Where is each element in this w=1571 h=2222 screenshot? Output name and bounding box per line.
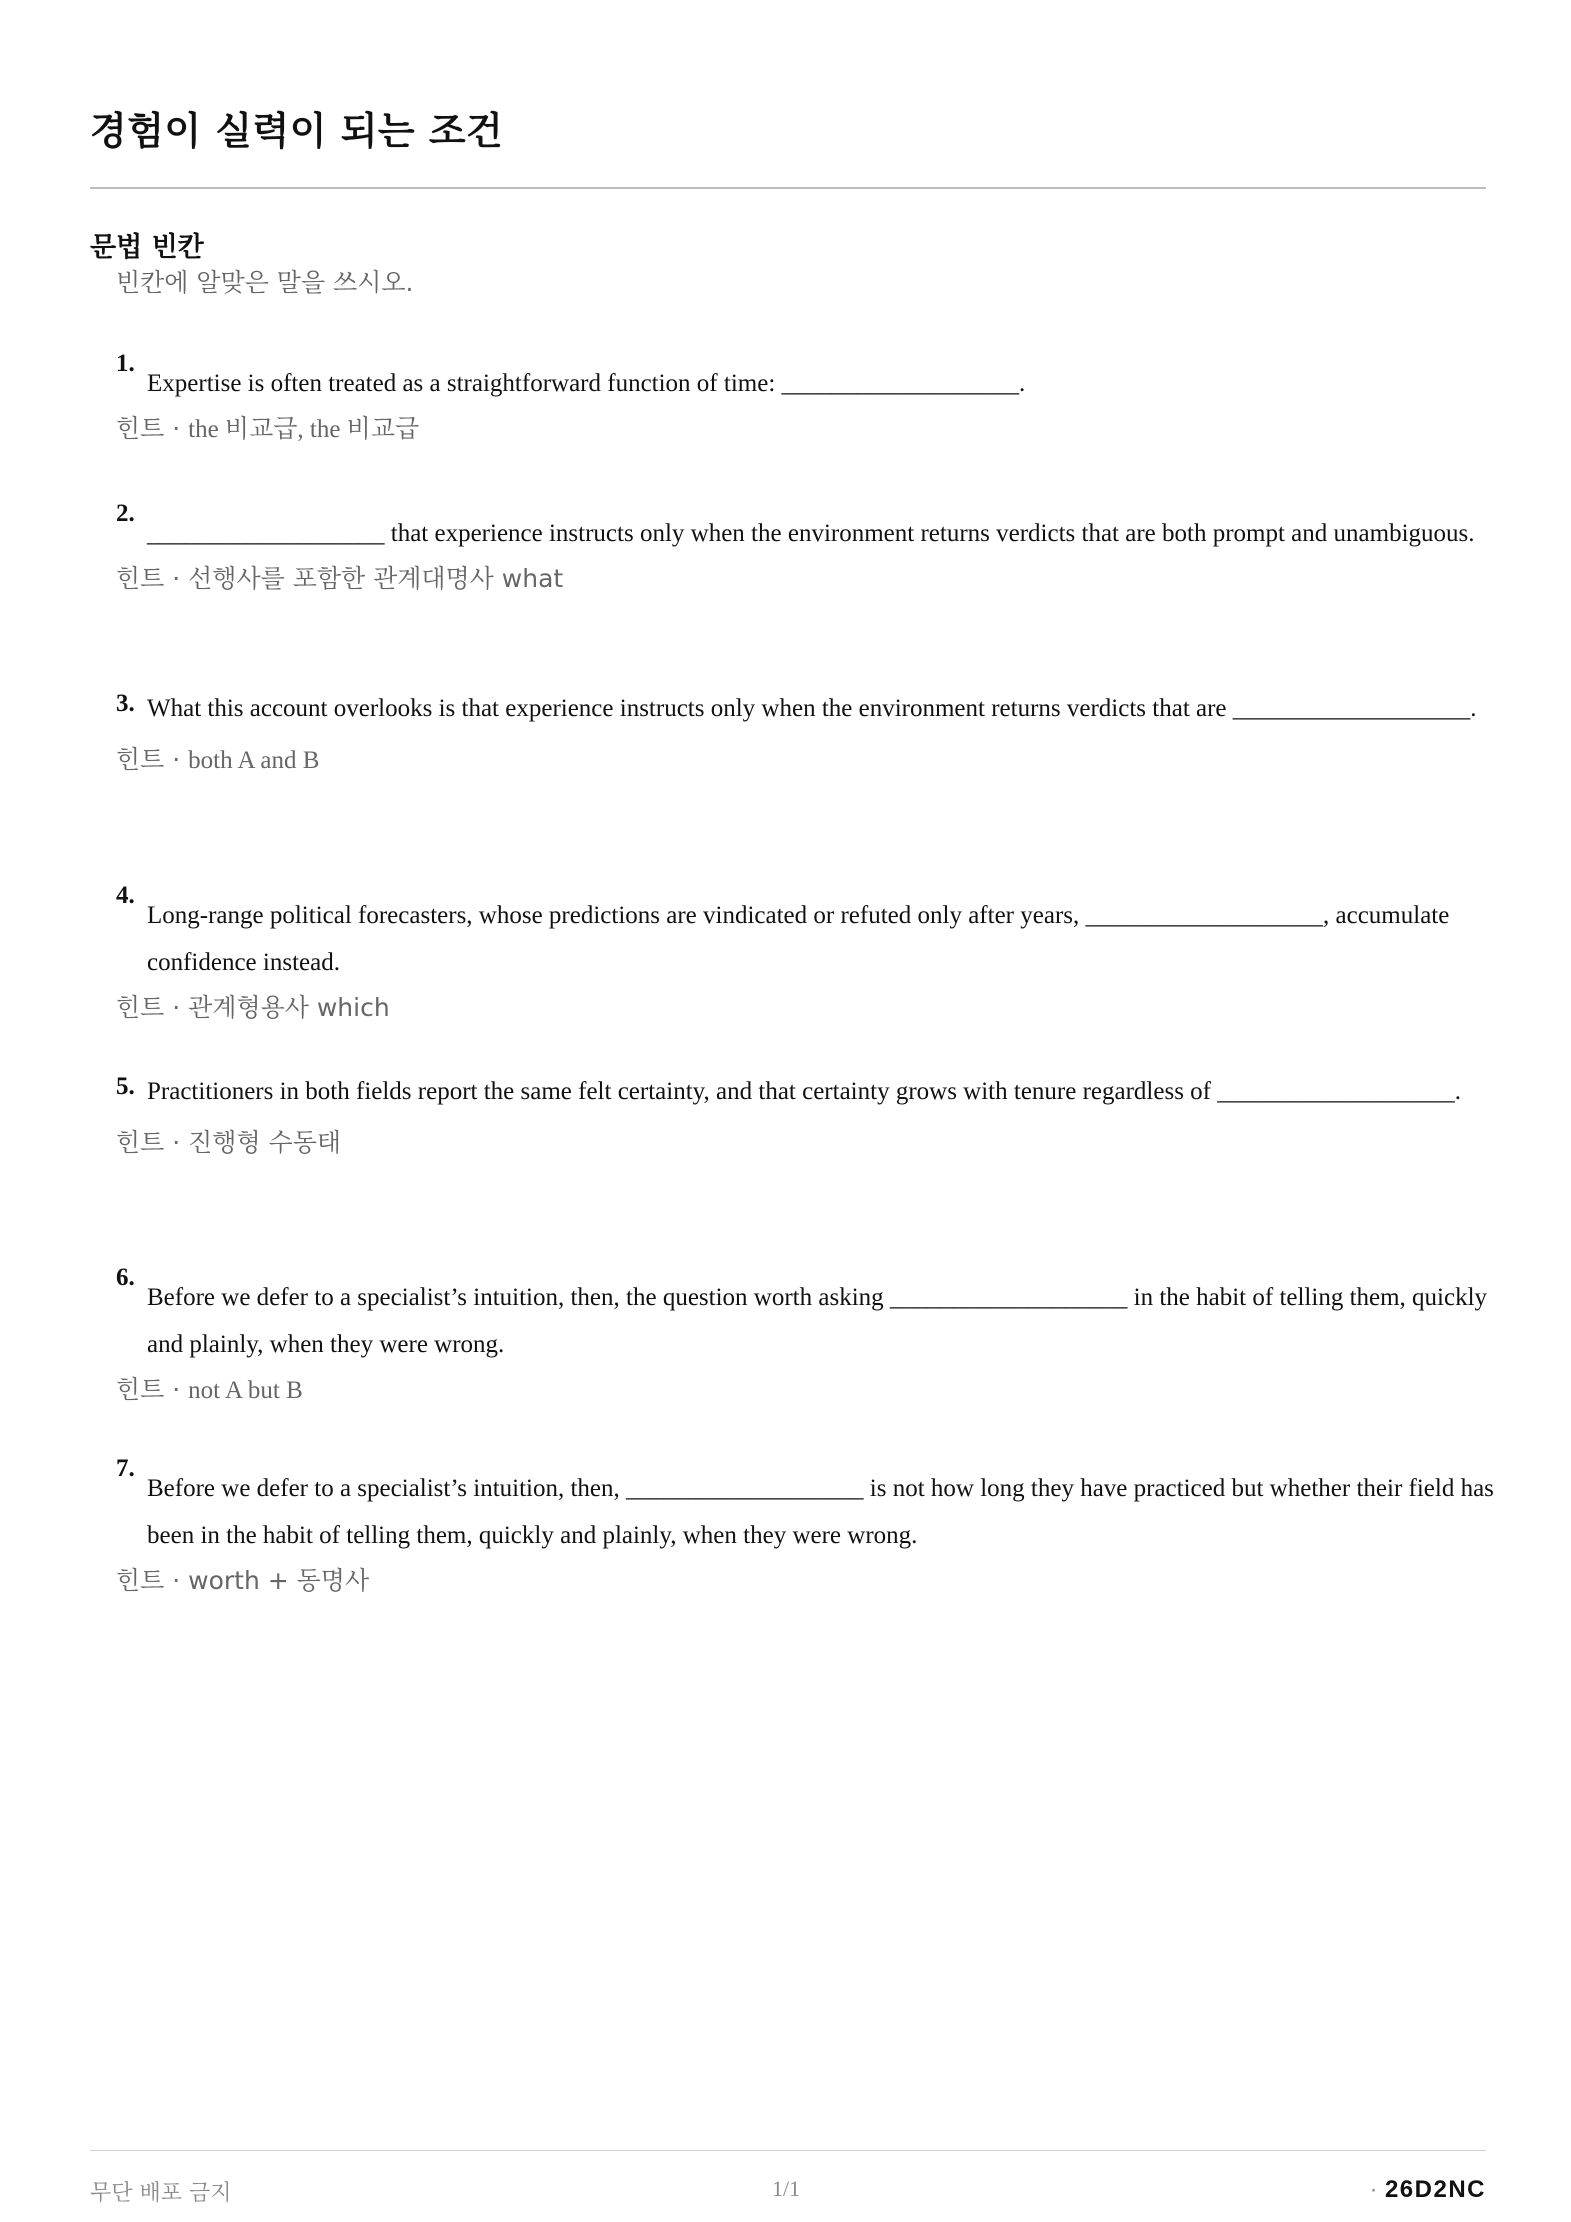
- page-title: 경험이 실력이 되는 조건: [90, 109, 504, 153]
- code-value: 26D2NC: [1384, 2176, 1486, 2203]
- hint-label: 힌트 ·: [116, 1128, 189, 1157]
- question-number: 5.: [116, 1073, 135, 1100]
- hint: [116, 740, 1496, 776]
- hint-text: 관계형용사 which: [188, 993, 390, 1022]
- hint-label: 힌트 ·: [116, 564, 189, 593]
- hint-label: 힌트 ·: [116, 1566, 189, 1595]
- text-before: Long-range political forecasters, whose predictions are vindicated or refuted only after years,: [147, 902, 1086, 929]
- text-after: in the habit of telling them, quickly and plainly, when they were wrong.: [147, 1284, 1488, 1358]
- answer-blank[interactable]: ___________________: [889, 1284, 1128, 1311]
- question-number: 2.: [116, 500, 135, 527]
- answer-blank[interactable]: ___________________: [1085, 902, 1324, 929]
- hint: [116, 559, 1496, 595]
- question-number: 4.: [116, 882, 135, 909]
- hint: [116, 409, 1496, 445]
- title-divider: [90, 187, 1486, 189]
- text-after: , accumulate confidence instead.: [147, 902, 1450, 976]
- hint: [116, 988, 1496, 1024]
- code-prefix: ·: [1369, 2176, 1379, 2203]
- question-5: [116, 1063, 1496, 1159]
- footer-notice: 무단 배포 금지: [90, 2181, 232, 2206]
- text-before: Before we defer to a specialist’s intuition, then,: [147, 1475, 627, 1502]
- hint-text: 진행형 수동태: [188, 1128, 341, 1157]
- question-text: [147, 498, 1496, 557]
- text-after: that experience instructs only when the environment returns verdicts that are both prompt and unambiguous.: [384, 520, 1475, 547]
- hint-text: 선행사를 포함한 관계대명사 what: [188, 564, 564, 593]
- text-after: .: [1470, 695, 1477, 722]
- question-text: [147, 1262, 1496, 1368]
- text-before: What this account overlooks is that experience instructs only when the environment returns verdicts that are: [147, 695, 1233, 722]
- text-before: Expertise is often treated as a straightforward function of time:: [147, 370, 782, 397]
- question-number: 7.: [116, 1455, 135, 1482]
- question-2: [116, 498, 1496, 595]
- hint-text: worth + 동명사: [188, 1566, 370, 1595]
- text-before: Practitioners in both fields report the same felt certainty, and that certainty grows with tenure regardless of: [147, 1078, 1218, 1105]
- footer-divider: [90, 2150, 1486, 2151]
- question-4: [116, 880, 1496, 1024]
- text-before: Before we defer to a specialist’s intuition, then, the question worth asking: [147, 1284, 890, 1311]
- page-number: 1/1: [772, 2176, 801, 2201]
- hint-label: 힌트 ·: [116, 414, 189, 443]
- section-title: 문법 빈칸: [90, 232, 204, 263]
- hint-text: the 비교급, the 비교급: [188, 416, 420, 443]
- text-after: is not how long they have practiced but whether their field has been in the habit of telling them, quickly and plainly, when they were wrong.: [147, 1475, 1494, 1549]
- question-number: 3.: [116, 690, 135, 717]
- question-7: [116, 1453, 1496, 1597]
- hint-label: 힌트 ·: [116, 745, 189, 774]
- hint-text: both A and B: [188, 747, 320, 774]
- answer-blank[interactable]: ___________________: [781, 370, 1020, 397]
- hint: [116, 1123, 1496, 1159]
- answer-blank[interactable]: ___________________: [626, 1475, 864, 1502]
- question-text: [147, 1453, 1496, 1559]
- question-6: [116, 1262, 1496, 1406]
- text-after: .: [1454, 1078, 1462, 1105]
- question-text: [147, 880, 1496, 986]
- answer-blank[interactable]: ___________________: [147, 520, 385, 547]
- hint: [116, 1370, 1496, 1406]
- text-after: .: [1019, 370, 1026, 397]
- answer-blank[interactable]: ___________________: [1232, 695, 1471, 722]
- question-text: [147, 1063, 1496, 1121]
- question-text: [147, 680, 1496, 738]
- hint-label: 힌트 ·: [116, 993, 189, 1022]
- question-1: [116, 348, 1496, 445]
- question-3: [116, 680, 1496, 776]
- section-instruction: 빈칸에 알맞은 말을 쓰시오.: [116, 268, 414, 297]
- hint-label: 힌트 ·: [116, 1375, 189, 1404]
- document-code: [1369, 2176, 1486, 2204]
- hint: [116, 1561, 1496, 1597]
- answer-blank[interactable]: ___________________: [1217, 1078, 1455, 1105]
- question-number: 1.: [116, 350, 135, 377]
- question-number: 6.: [116, 1264, 135, 1291]
- hint-text: not A but B: [188, 1377, 303, 1404]
- question-text: [147, 348, 1496, 407]
